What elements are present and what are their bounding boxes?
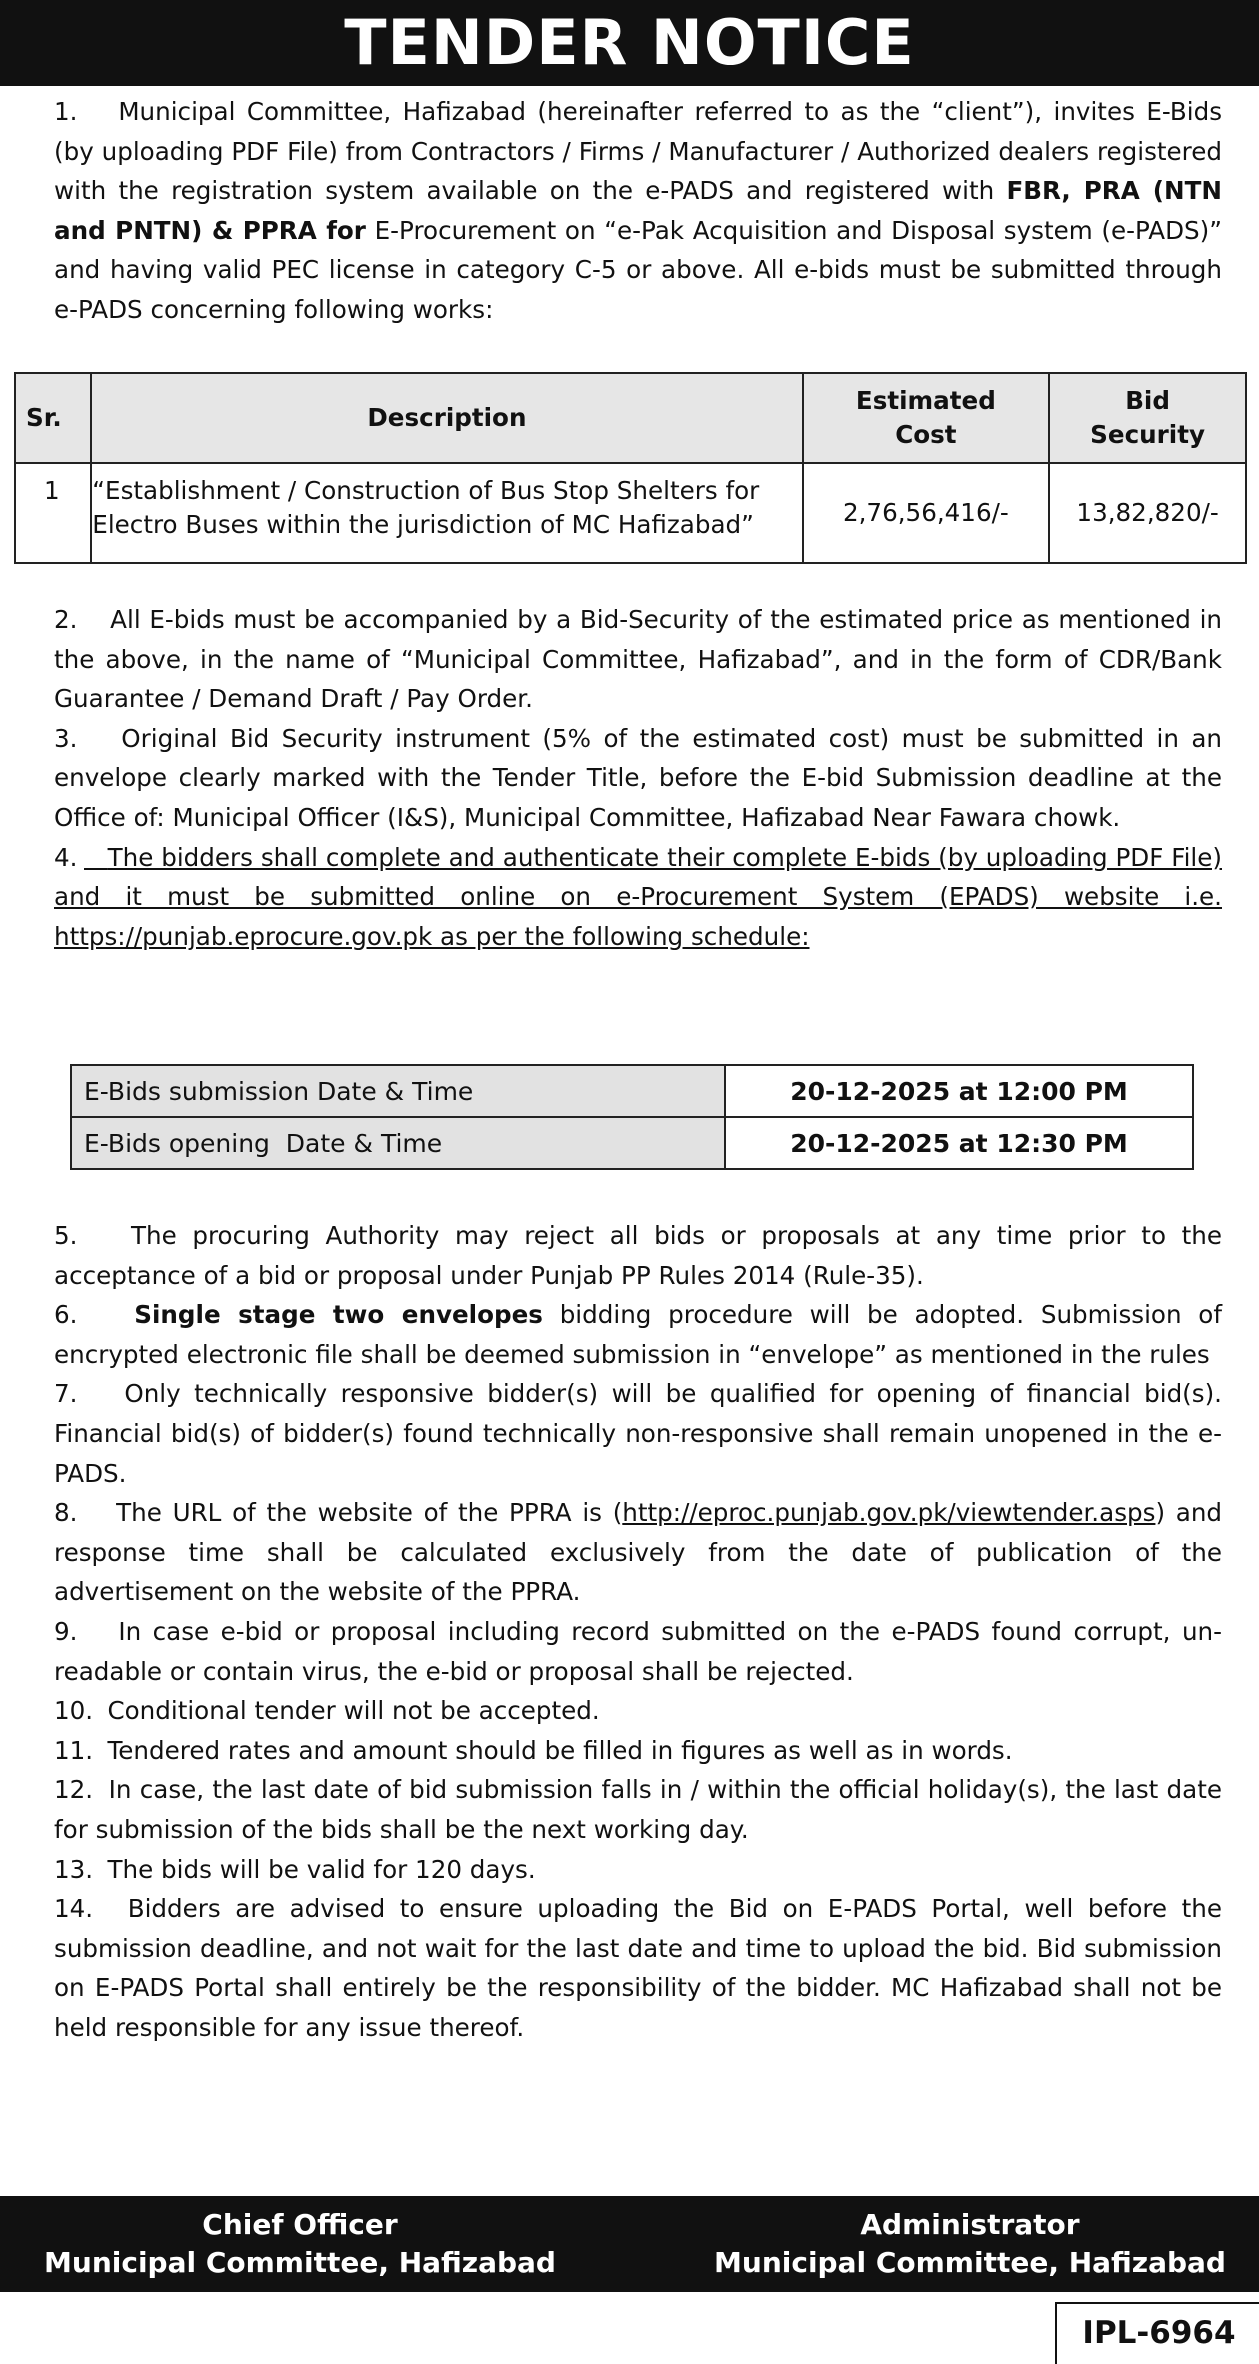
schedule-value: 20-12-2025 at 12:00 PM <box>725 1065 1193 1117</box>
signatory-org: Municipal Committee, Hafizabad <box>44 2246 556 2279</box>
clause-9 <box>54 1612 1222 1691</box>
works-header-row <box>15 373 1246 463</box>
clause-text: In case e-bid or proposal including record submitted on the e-PADS found corrupt, un-readable or contain virus, the e-bid or proposal shall be rejected. <box>54 1616 1222 1686</box>
clause-number: 1. <box>54 97 78 126</box>
signatory-title: Chief Officer <box>202 2208 398 2241</box>
schedule-row <box>71 1065 1193 1117</box>
clause-7 <box>54 1374 1222 1493</box>
clause-11 <box>54 1731 1222 1771</box>
clause-text: bidding procedure will be adopted. Submission of encrypted electronic file shall be deemed submission in “envelope” as mentioned in the rules <box>54 1300 1222 1369</box>
schedule-row <box>71 1117 1193 1169</box>
clause-text: Bidders are advised to ensure uploading the Bid on E-PADS Portal, well before the submission deadline, and not wait for the last date and time to upload the bid. Bid submission on E-PADS Portal shall entirely be the responsibility of the bidder. MC Hafizabad shall not be held responsible for any issue thereof. <box>54 1894 1222 2042</box>
row-estimated-cost: 2,76,56,416/- <box>803 463 1050 563</box>
schedule-table <box>70 1064 1194 1170</box>
clause-text: The bids will be valid for 120 days. <box>107 1854 536 1884</box>
clause-4 <box>54 838 1222 957</box>
header-description: Description <box>91 373 802 463</box>
clause-12 <box>54 1770 1222 1849</box>
clause-number: 12. <box>54 1775 94 1805</box>
intro-text-b: E-Procurement on “e-Pak Acquisition and Disposal system (e-PADS)” and having valid PEC license in category C-5 or above. All e-bids must be submitted through e-PADS concerning following works: <box>54 215 1223 324</box>
table-row <box>15 463 1246 563</box>
reference-code: IPL-6964 <box>1055 2302 1259 2364</box>
clause-text: Tendered rates and amount should be filled in figures as well as in words. <box>107 1735 1013 1765</box>
clause-10 <box>54 1691 1222 1731</box>
clause-text: The procuring Authority may reject all bids or proposals at any time prior to the acceptance of a bid or proposal under Punjab PP Rules 2014 (Rule-35). <box>54 1221 1223 1290</box>
clause-number: 2. <box>54 605 78 634</box>
clause-2 <box>54 600 1222 719</box>
page-title: TENDER NOTICE <box>0 0 1259 86</box>
clause-text: Only technically responsive bidder(s) will be qualified for opening of financial bid(s). Financial bid(s) of bidder(s) found technically non-responsive shall remain unopened in the e-PADS. <box>54 1379 1223 1488</box>
clause-8 <box>54 1493 1222 1612</box>
schedule-label: E-Bids submission Date & Time <box>71 1065 725 1117</box>
clause-number: 8. <box>54 1498 78 1528</box>
clause-number: 9. <box>54 1616 78 1646</box>
header-estimated-cost: Estimated Cost <box>803 373 1050 463</box>
signatory-title: Administrator <box>860 2208 1080 2241</box>
clause-3 <box>54 719 1222 838</box>
header-bid-security: Bid Security <box>1049 373 1246 463</box>
clause-text: The bidders shall complete and authenticate their complete E-bids (by uploading PDF File) and it must be submitted online on e-Procurement System (EPADS) website i.e. https://punjab.eprocure.gov.pk as per the following schedule: <box>54 842 1222 951</box>
clause-bold: Single stage two envelopes <box>134 1300 543 1330</box>
clause-number: 10. <box>54 1696 94 1726</box>
clause-number: 6. <box>54 1300 78 1330</box>
intro-bold: FBR, PRA (NTN and PNTN) & PPRA for <box>54 176 1222 245</box>
clause-number: 14. <box>54 1894 94 1924</box>
row-bid-security: 13,82,820/- <box>1049 463 1246 563</box>
clause-text: The URL of the website of the PPRA is ( <box>116 1498 623 1528</box>
works-table <box>14 372 1247 564</box>
clause-6 <box>54 1295 1222 1374</box>
clause-number: 11. <box>54 1735 94 1765</box>
clause-number: 13. <box>54 1854 94 1884</box>
ppra-url-link[interactable]: http://eproc.punjab.gov.pk/viewtender.asps <box>622 1498 1156 1528</box>
clause-number: 3. <box>54 723 78 753</box>
clause-13 <box>54 1850 1222 1890</box>
signature-footer <box>0 2196 1259 2292</box>
row-sr: 1 <box>15 463 91 563</box>
row-description: “Establishment / Construction of Bus Stop Shelters for Electro Buses within the jurisdiction of MC Hafizabad” <box>91 463 802 563</box>
clause-text: All E-bids must be accompanied by a Bid-Security of the estimated price as mentioned in the above, in the name of “Municipal Committee, Hafizabad”, and in the form of CDR/Bank Guarantee / Demand Draft / Pay Order. <box>54 605 1223 714</box>
schedule-label: E-Bids opening Date & Time <box>71 1117 725 1169</box>
header-sr: Sr. <box>15 373 91 463</box>
clause-text: Original Bid Security instrument (5% of the estimated cost) must be submitted in an envelope clearly marked with the Tender Title, before the E-bid Submission deadline at the Office of: Municipal Officer (I&S), Municipal Committee, Hafizabad Near Fawara chowk. <box>54 723 1223 832</box>
clause-text: In case, the last date of bid submission falls in / within the official holiday(s), the last date for submission of the bids shall be the next working day. <box>54 1775 1222 1844</box>
clause-14 <box>54 1889 1222 2047</box>
signatory-chief-officer <box>30 2206 570 2282</box>
clause-text: ) and response time shall be calculated exclusively from the date of publication of the advertisement on the website of the PPRA. <box>54 1498 1223 1607</box>
signatory-administrator <box>690 2206 1250 2282</box>
clauses-section-b <box>54 1216 1222 2047</box>
signatory-org: Municipal Committee, Hafizabad <box>714 2246 1226 2279</box>
schedule-value: 20-12-2025 at 12:30 PM <box>725 1117 1193 1169</box>
clause-number: 5. <box>54 1221 78 1250</box>
clause-number: 7. <box>54 1379 78 1409</box>
clause-number: 4. <box>54 842 78 872</box>
intro-clause <box>54 92 1222 330</box>
clause-5 <box>54 1216 1222 1295</box>
clause-text: Conditional tender will not be accepted. <box>107 1696 600 1726</box>
clauses-section-a <box>54 600 1222 956</box>
intro-text-a: Municipal Committee, Hafizabad (hereinafter referred to as the “client”), invites E-Bids (by uploading PDF File) from Contractors / Firms / Manufacturer / Authorized dealers registered with the registration system available on the e-PADS and registered with <box>54 97 1223 206</box>
